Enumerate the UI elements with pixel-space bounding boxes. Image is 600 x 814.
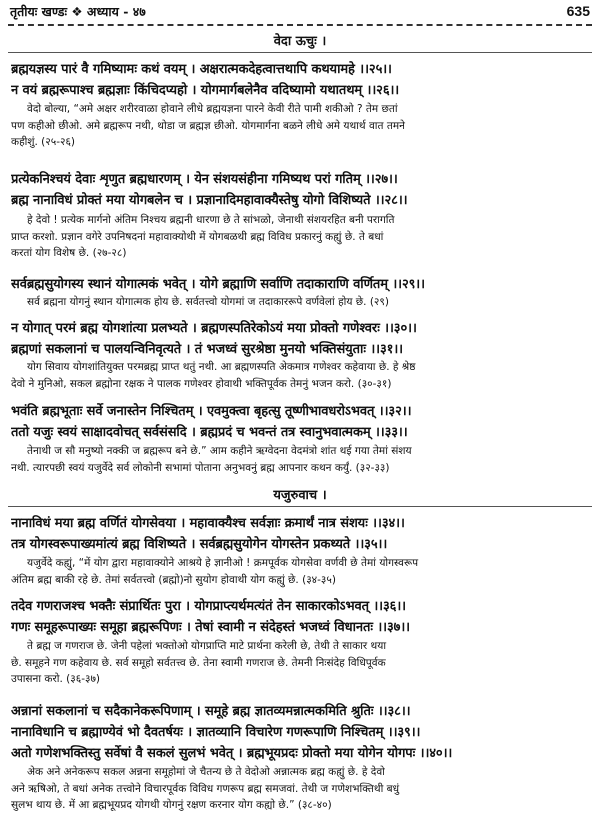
verse-37: गणः समूहरूपाख्यः समूहा ब्रह्मरूपिणः । तेषां स्वामी न संदेहस्तं भजध्वं विधानतः ।।३७।। (11, 620, 410, 635)
verse-38: अन्नानां सकलानां च सदैकानेकरूपिणाम् । समूहे ब्रह्म ज्ञातव्यमन्नात्मकमिति श्रुतिः ।।३८।। (11, 704, 411, 719)
gloss-line: योग सिवाय योगशांतियुक्त परमब्रह्म प्राप्त थतुं नथी. आ ब्रह्मणस्पति अेकमात्र गणेश्वर कहेवाया छे. हे श्रेष्ठ (27, 361, 416, 373)
section-heading-vedas: वेदा ऊचुः । (273, 34, 327, 49)
verse-25: ब्रह्मयज्ञस्य पारं वै गमिष्यामः कथं वयम् । अक्षरात्मकदेहत्वात्तथापि कथयामहे ।।२५।। (11, 62, 392, 77)
gloss-36-37 (11, 638, 591, 688)
verse-40: अतो गणेशभक्तिस्तु सर्वेषां वै सकलं सुलभं भवेत् । ब्रह्मभूयप्रदः प्रोक्तो मया योगेन योगपः ।।४०।। (11, 746, 453, 761)
gloss-line: हे देवो ! प्रत्येक मार्गनो अंतिम निश्चय ब्रह्मनी धारणा छे ते सांभळो, जेनाथी संशयरहित बनी परागति (27, 214, 395, 226)
gloss-line: प्राप्त करशो. प्रज्ञान वगेरे उपनिषदनां महावाक्योथी में योगबळथी ब्रह्म विविध प्रकारनुं कह्युं छे. ते बधां (11, 230, 384, 243)
gloss-27-28 (11, 212, 591, 262)
gloss-line: अेक अने अनेकरूप सकल अन्नना समूहोमां जे चैतन्य छे ते वेदोओ अन्नात्मक ब्रह्म कह्युं छे. हे देवो (27, 766, 385, 778)
gloss-29 (11, 294, 591, 311)
gloss-25-26 (11, 101, 591, 151)
gloss-line: यजुर्वेदे कह्युं, “में योग द्वारा महावाक्योने आश्रये हे ज्ञानीओ ! क्रमपूर्वक योगसेवा वर्णवी छे तेमां योगस्वरूप (27, 557, 419, 569)
gloss-line: सुलभ थाय छे. में आ ब्रह्मभूयप्रद योगथी योगनुं रक्षण करनार योग कह्यो छे.” (३८-४०) (11, 799, 332, 812)
gloss-line: नथी. त्यारपछी स्वयं यजुर्वेदे सर्व लोकोनी सभामां पोताना अनुभवनुं ब्रह्म आपनार कथन कर्युं. (३२-३३) (11, 461, 390, 474)
verse-27: प्रत्येकनिश्चयं देवाः शृणुत ब्रह्मधारणम् । येन संशयसंहीना गमिष्यथ परां गतिम् ।।२७।। (11, 172, 398, 187)
gloss-line: वेदो बोल्या, “अमे अक्षर शरीरवाळा होवाने लीधे ब्रह्मयज्ञना पारने केवी रीते पामी शकीओ ? तेम छतां (27, 103, 398, 115)
page-number: 635 (566, 3, 590, 19)
verse-32: भवंति ब्रह्मभूताः सर्वे जनास्तेन निश्चितम् । एवमुक्त्वा बृहत्सु तूष्णीभावधरोऽभवत् ।।३२।। (11, 404, 412, 419)
page-header (10, 2, 590, 20)
verse-26: न वयं ब्रह्मरूपाश्च ब्रह्मज्ञाः किंचिदप्यहो । योगमार्गबलेनैव वदिष्यामो यथातथम् ।।२६।। (11, 83, 400, 98)
gloss-30-31 (11, 359, 591, 392)
gloss-line: कहीशुं. (२५-२६) (11, 136, 75, 149)
section-divider (8, 52, 592, 53)
gloss-line: करतां योग विशेष छे. (२७-२८) (11, 247, 127, 260)
verse-29: सर्वब्रह्मसुयोगस्य स्थानं योगात्मकं भवेत् । योगे ब्रह्माणि सर्वाणि तदाकाराणि वर्णितम् ।।२९।। (11, 277, 425, 292)
verse-39: नानाविधानि च ब्रह्माण्येवं भो दैवतर्षयः । ज्ञातव्यानि विचारेण गणरूपाणि निश्चितम् ।।३९।। (11, 725, 421, 740)
verse-30: न योगात् परमं ब्रह्म योगशांत्या प्रलभ्यते । ब्रह्मणस्पतिरेकोऽयं मया प्रोक्तो गणेश्वरः ।।३०।। (11, 321, 417, 336)
section-heading-yajur: यजुरुवाच । (273, 488, 327, 503)
verse-33: ततो यजुः स्वयं साक्षादवोचत् सर्वसंसदि । ब्रह्मप्रदं च भवन्तं तत्र स्वानुभवात्मकम् ।।३३।। (11, 425, 408, 440)
verse-36: तदेव गणराजश्च भक्तैः संप्रार्थितः पुरा । योगप्राप्त्यर्थमत्यंतं तेन साकारकोऽभवत् ।।३६।। (11, 599, 406, 614)
gloss-line: छे. समूहने गण कहेवाय छे. सर्व समूहो सर्वतत्त्व छे. तेना स्वामी गणराज छे. तेमनी निःसंदेह विधिपूर्वक (11, 656, 386, 669)
section-divider (8, 506, 592, 507)
verse-31: ब्रह्मणां सकलानां च पालयन्विनिवृत्यते । तं भजध्वं सुरश्रेष्ठा मुनयो भक्तिसंयुताः ।।३१।। (11, 342, 403, 357)
gloss-line: तेनाथी ज सौ मनुष्यो नक्की ज ब्रह्मरूप बने छे.” आम कहीने ऋग्वेदना वेदमंत्रो शांत थई गया तेमां संशय (27, 445, 412, 457)
verse-35: तत्र योगस्वरूपाख्यमांत्यं ब्रह्म विशिष्यते । सर्वब्रह्मसुयोगेन योगस्तेन प्रकथ्यते ।।३५।। (11, 537, 388, 552)
verse-34: नानाविधं मया ब्रह्म वर्णितं योगसेवया । महावाक्यैश्च सर्वज्ञाः क्रमार्थं नात्र संशयः ।।३४।। (11, 516, 405, 531)
gloss-line: ते ब्रह्म ज गणराज छे. जेनी पहेलां भक्तोओ योगप्राप्ति माटे प्रार्थना करेली छे, तेथी ते साकार थया (27, 640, 387, 652)
verse-28: ब्रह्म नानाविधं प्रोक्तं मया योगबलेन च । प्रज्ञानादिमहावाक्यैस्तेषु योगो विशिष्यते ।।२८।। (11, 193, 408, 208)
gloss-line: उपासना करो. (३६-३७) (11, 673, 100, 686)
header-divider (8, 24, 592, 26)
gloss-32-33 (11, 443, 591, 476)
gloss-38-40 (11, 764, 591, 814)
gloss-line: सर्व ब्रह्मना योगनुं स्थान योगात्मक होय छे. सर्वतत्त्वो योगमां ज तदाकाररूपे वर्णवेलां होय छे. (२९) (27, 296, 389, 308)
running-title: तृतीयः खण्डः ❖ अध्याय - ४७ (10, 3, 146, 19)
gloss-line: देवो ने मुनिओ, सकल ब्रह्मोना रक्षक ने पालक गणेश्वर होवाथी भक्तिपूर्वक तेमनुं भजन करो. (३०-३१) (11, 377, 392, 390)
gloss-34-35 (11, 555, 591, 588)
gloss-line: पण कहीओ छीओ. अमे ब्रह्मरूप नथी, थोडा ज ब्रह्मज्ञ छीओ. योगमार्गना बळने लीधे अमे यथार्थ वात तमने (11, 119, 405, 132)
gloss-line: अने ऋषिओ, ते बधां अनेक तत्त्वोने विचारपूर्वक विविध गणरूप ब्रह्म समजवां. तेथी ज गणेशभक्तिथी बधुं (11, 782, 400, 795)
gloss-line: अंतिम ब्रह्म बाकी रहे छे. तेमां सर्वतत्त्वो (ब्रह्मो)नो सुयोग होवाथी योग कह्युं छे. (३४-३५) (11, 573, 336, 586)
